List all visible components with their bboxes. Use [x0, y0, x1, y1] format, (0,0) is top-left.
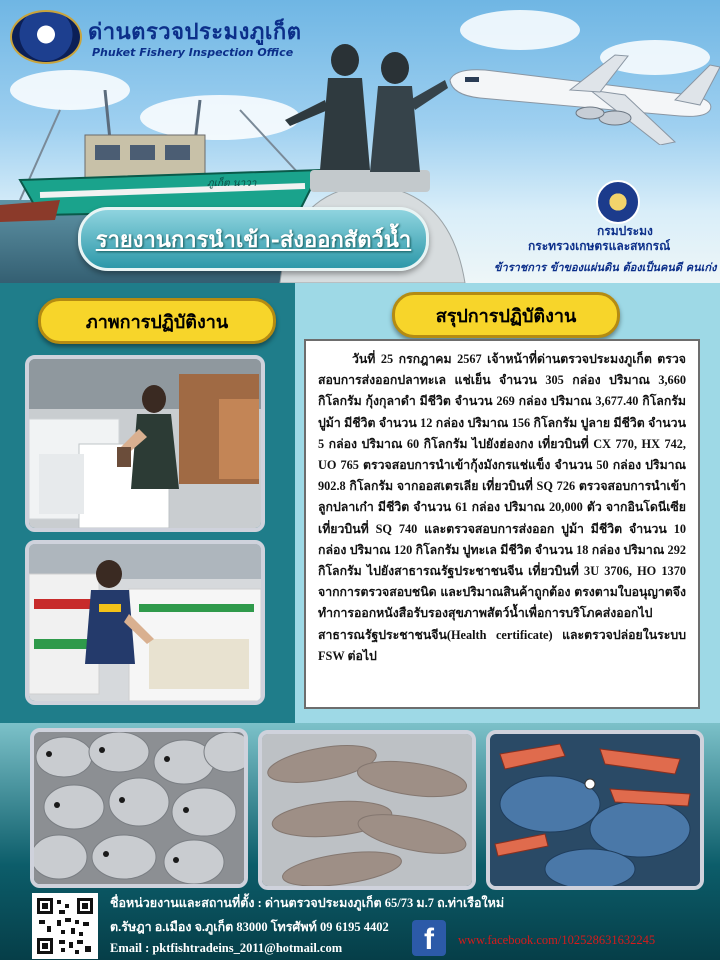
org-name-thai: ด่านตรวจประมงภูเก็ต [88, 20, 302, 45]
footer-address-line2: ต.รัษฎา อ.เมือง จ.ภูเก็ต 83000 โทรศัพท์ 09 6195 4402 [110, 920, 389, 934]
boat-label: ภูเก็ต นาวา [207, 178, 257, 189]
warehouse-inspection-image [29, 359, 261, 528]
photo-inspection-boxes [25, 540, 265, 705]
department-name: กรมประมง [597, 224, 653, 238]
summary-heading: สรุปการปฏิบัติงาน [392, 292, 620, 338]
photo-inspection-warehouse [25, 355, 265, 532]
report-title: รายงานการนำเข้า-ส่งออกสัตว์น้ำ [95, 226, 412, 253]
photos-heading: ภาพการปฏิบัติงาน [38, 298, 276, 344]
footer-address-line1: ชื่อหน่วยงานและสถานที่ตั้ง : ด่านตรวจประมงภูเก็ต 65/73 ม.7 ถ.ท่าเรือใหม่ [110, 896, 505, 910]
report-title-banner [78, 207, 429, 271]
crabs-image [490, 734, 700, 886]
ministry-name: กระทรวงเกษตรและสหกรณ์ [528, 239, 671, 253]
summary-box [304, 339, 700, 709]
slogan: ข้าราชการ ข้าของแผ่นดิน ต้องเป็นคนดี คนเก่ง [494, 261, 717, 274]
cloud [460, 10, 580, 50]
fish-image [34, 732, 244, 884]
frozen-lobster-image [262, 734, 472, 886]
qr-code[interactable] [32, 893, 98, 959]
facebook-link[interactable]: www.facebook.com/102528631632245 [458, 933, 656, 947]
org-name-english: Phuket Fishery Inspection Office [92, 46, 294, 59]
photo-crabs [486, 730, 704, 890]
department-of-fisheries-seal [596, 180, 640, 224]
footer-email[interactable]: Email : pktfishtradeins_2011@hotmail.com [110, 941, 343, 955]
photo-frozen-lobster [258, 730, 476, 890]
header-banner [0, 0, 720, 283]
qr-code-icon [35, 896, 95, 956]
airplane-illustration [440, 50, 720, 145]
facebook-icon[interactable]: f [412, 920, 446, 956]
photo-fish [30, 728, 248, 888]
summary-text: วันที่ 25 กรกฎาคม 2567 เจ้าหน้าที่ด่านตรวจประมงภูเก็ต ตรวจสอบการส่งออกปลาทะเล แช่เย็น จำนวน 305 กล่อง ปริมาณ 3,660 กิโลกรัม กุ้งกุลาดำ มีชีวิต จำนวน 269 กล่อง ปริมาณ 3,677.40 กิโลกรัม ปูม้า มีชีวิต จำนวน 12 กล่อง ปริมาณ 156 กิโลกรัม ปูลาย มีชีวิต จำนวน 5 กล่อง ปริมาณ 60 กิโลกรัม ไปยังฮ่องกง เที่ยวบินที่ CX 770, HX 742, UO 765 ตรวจสอบการนำเข้ากุ้งมังกรแช่แข็ง จำนวน 50 กล่อง ปริมาณ 902.8 กิโลกรัม จากออสเตรเลีย เที่ยวบินที่ SQ 726 ตรวจสอบการนำเข้าลูกปลาเก๋า มีชีวิต จำนวน 61 กล่อง ปริมาณ 20,000 ตัว จากอินโดนีเซีย เที่ยวบินที่ SQ 740 และตรวจสอบการส่งออก ปูม้า มีชีวิต จำนวน 10 กล่อง ปริมาณ 120 กิโลกรัม ปูทะเล มีชีวิต จำนวน 18 กล่อง ปริมาณ 292 กิโลกรัม ไปยังสาธารณรัฐประชาชนจีน เที่ยวบินที่ 3U 3706, HO 1370 จากการตรวจสอบชนิด และปริมาณสินค้าถูกต้อง ตรงตามใบอนุญาตจึงทำการออกหนังสือรับรองสุขภาพสัตว์น้ำเพื่อการบริโภคส่งออกไปสาธารณรัฐประชาชนจีน(Health certificate) และตรวจปล่อยในระบบ FSW ต่อไป [318, 352, 686, 663]
fishery-inspection-emblem [10, 10, 82, 64]
officer-boxes-image [29, 544, 261, 701]
